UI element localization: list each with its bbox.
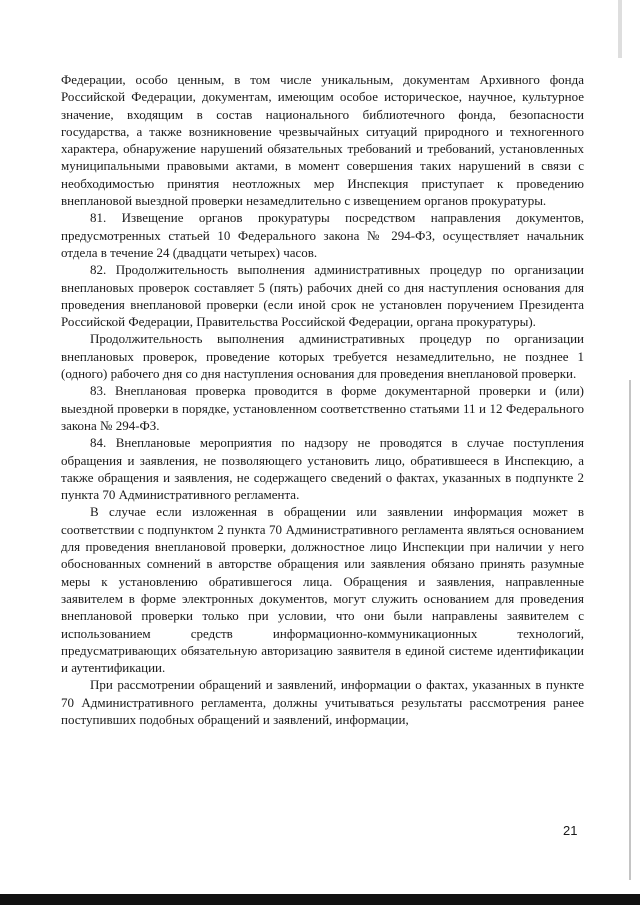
paragraph-84: 84. Внеплановые мероприятия по надзору не проводятся в случае поступления обращения и заявления, не позволяющего установить лицо, обратившееся в Инспекцию, а также обращения и заявления, не содержащего сведений о фактах, указанных в подпункте 2 пункта 70 Административного регламента. bbox=[61, 435, 584, 503]
paragraph-82: 82. Продолжительность выполнения административных процедур по организации внеплановых проверок составляет 5 (пять) рабочих дней со дня наступления основания для проведения внеплановой проверки (если иной срок не установлен поручением Президента Российской Федерации, Правительства Российской Федерации, органа прокуратуры). bbox=[61, 262, 584, 330]
paragraph-84-case: В случае если изложенная в обращении или заявлении информация может в соответствии с подпунктом 2 пункта 70 Административного регламента являться основанием для проведения внеплановой проверки, должностное лицо Инспекции при наличии у него обоснованных сомнений в авторстве обращения или заявления обязано принять разумные меры к установлению обратившегося лица. Обращения и заявления, направленные заявителем в форме электронных документов, могут служить основанием для проведения внеплановой проверки только при условии, что они были направлены заявителем с использованием средств информационно-коммуникационных технологий, предусматривающих обязательную авторизацию заявителя в единой системе идентификации и аутентификации. bbox=[61, 504, 584, 676]
document-body bbox=[61, 71, 584, 728]
paragraph-84-review: При рассмотрении обращений и заявлений, информации о фактах, указанных в пункте 70 Административного регламента, должны учитываться результаты рассмотрения ранее поступивших подобных обращений и заявлений, информации, bbox=[61, 677, 584, 727]
paragraph-83: 83. Внеплановая проверка проводится в форме документарной проверки и (или) выездной проверки в порядке, установленном соответственно статьями 11 и 12 Федерального закона № 294-ФЗ. bbox=[61, 383, 584, 433]
scan-artifact-top bbox=[618, 0, 622, 58]
page-number: 21 bbox=[563, 823, 578, 838]
paragraph-82-duration: Продолжительность выполнения административных процедур по организации внеплановых проверок, проведение которых требуется незамедлительно, не позднее 1 (одного) рабочего дня со дня наступления основания для проведения внеплановой проверки. bbox=[61, 331, 584, 382]
scan-artifact-edge bbox=[629, 380, 631, 880]
paragraph-81: 81. Извещение органов прокуратуры посредством направления документов, предусмотренных статьей 10 Федерального закона № 294-ФЗ, осуществляет начальник отдела в течение 24 (двадцати четырех) часов. bbox=[61, 210, 584, 260]
paragraph-continuation: Федерации, особо ценным, в том числе уникальным, документам Архивного фонда Российской Федерации, документам, имеющим особое историческое, научное, культурное значение, входящим в состав национального библиотечного фонда, безопасности государства, а также возникновение чрезвычайных ситуаций природного и техногенного характера, обнаружение нарушений обязательных требований и требований, установленных муниципальными правовыми актами, в момент совершения таких нарушений в связи с необходимостью принятия неотложных мер Инспекция приступает к проведению внеплановой выездной проверки незамедлительно с извещением органов прокуратуры. bbox=[61, 72, 584, 209]
scan-bottom-bar bbox=[0, 894, 640, 905]
